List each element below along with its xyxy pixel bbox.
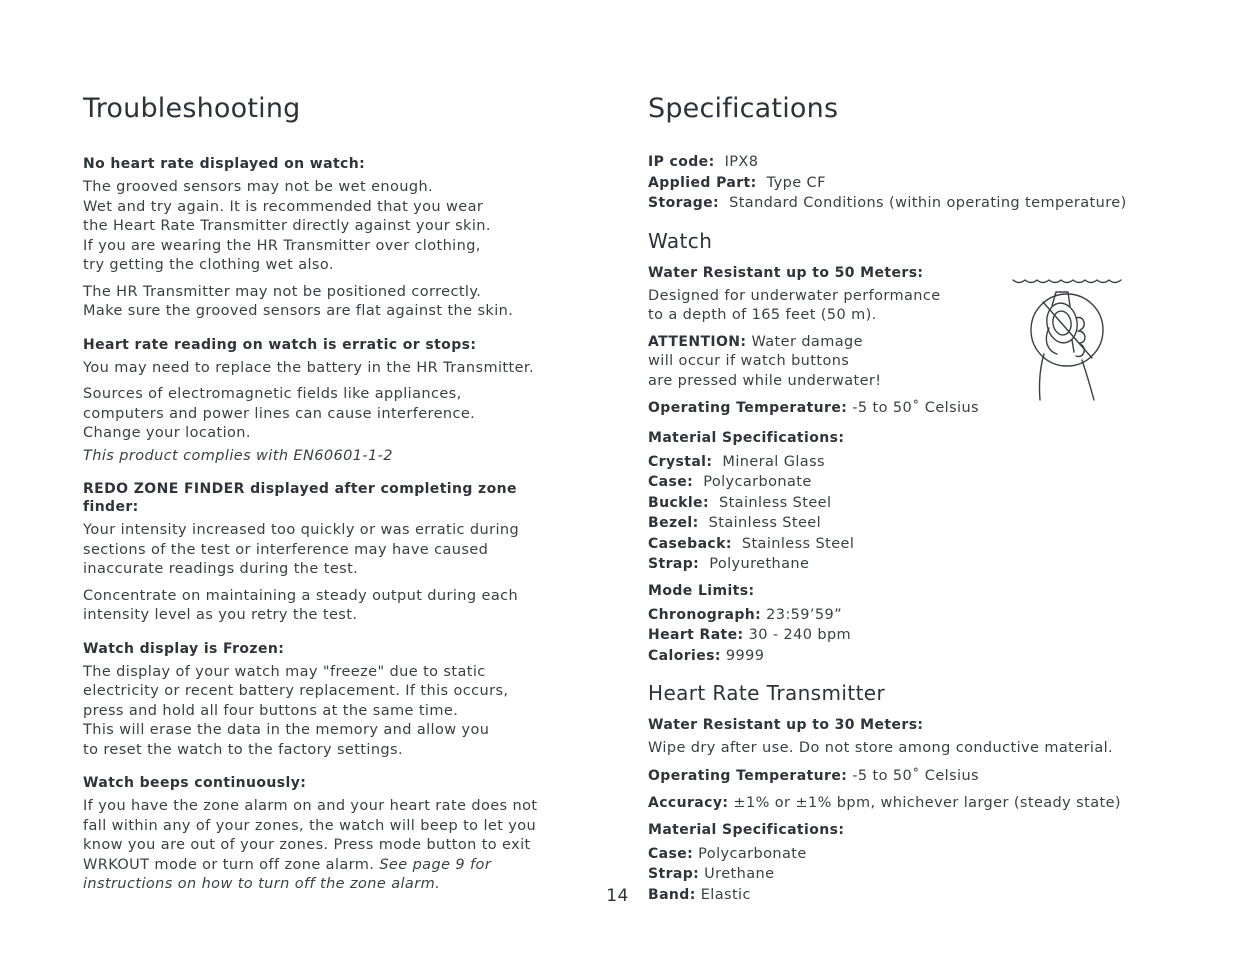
spec-bezel: Bezel: Stainless Steel (648, 515, 822, 531)
hrt-water-heading: Water Resistant up to 30 Meters: (648, 717, 924, 733)
compliance-note: This product complies with EN60601-1-2 (83, 447, 393, 464)
faq-question: Watch beeps continuously: (83, 775, 307, 791)
spec-heart-rate: Heart Rate: 30 - 240 bpm (648, 627, 852, 643)
no-button-press-underwater-icon (1010, 268, 1126, 404)
hrt-material-heading: Material Specifications: (648, 821, 845, 838)
attention-note: ATTENTION: Water damage will occur if watch buttons are pressed while underwater! (648, 333, 882, 389)
watch-water-text: Designed for underwater performance to a depth of 165 feet (50 m). (648, 287, 941, 323)
watch-operating-temperature: Operating Temperature: -5 to 50˚ Celsius (648, 400, 979, 416)
faq-display-frozen (83, 640, 573, 761)
spec-strap: Strap: Polyurethane (648, 556, 810, 572)
spec-chronograph: Chronograph: 23:59’59” (648, 606, 843, 623)
troubleshooting-column (83, 92, 573, 909)
hrt-accuracy: Accuracy: ±1% or ±1% bpm, whichever larger (steady state) (648, 795, 1121, 811)
faq-erratic-reading (83, 336, 573, 467)
spec-hrt-case: Case: Polycarbonate (648, 845, 807, 862)
spec-caseback: Caseback: Stainless Steel (648, 535, 855, 552)
mode-limits-heading: Mode Limits: (648, 582, 755, 599)
spec-hrt-band: Band: Elastic (648, 886, 751, 903)
spec-calories: Calories: 9999 (648, 647, 765, 664)
general-specs (648, 152, 1218, 214)
faq-answer: The HR Transmitter may not be positioned correctly. Make sure the grooved sensors are flat against the skin. (83, 283, 514, 319)
faq-answer (83, 797, 573, 895)
spec-storage: Storage: Standard Conditions (within operating temperature) (648, 195, 1127, 211)
faq-no-heart-rate (83, 155, 573, 322)
watch-materials-list (648, 452, 1218, 575)
faq-redo-zone-finder (83, 480, 573, 626)
spec-crystal: Crystal: Mineral Glass (648, 453, 825, 470)
hrt-operating-temperature: Operating Temperature: -5 to 50˚ Celsius (648, 767, 979, 784)
faq-answer: Concentrate on maintaining a steady output during each intensity level as you retry the test. (83, 587, 519, 623)
specifications-column (648, 92, 1218, 905)
faq-question: REDO ZONE FINDER displayed after completing zone finder: (83, 481, 517, 515)
spec-ip-code: IP code: IPX8 (648, 154, 759, 170)
watch-material-heading: Material Specifications: (648, 429, 845, 446)
faq-question: Watch display is Frozen: (83, 640, 285, 657)
faq-answer: You may need to replace the battery in the HR Transmitter. (83, 359, 534, 376)
spec-applied-part: Applied Part: Type CF (648, 174, 826, 191)
page-number: 14 (606, 886, 629, 906)
faq-answer: Sources of electromagnetic fields like appliances, computers and power lines can cause interference. Change your location. (83, 386, 476, 441)
mode-limits-list (648, 605, 1218, 667)
watch-heading: Watch (648, 228, 713, 253)
faq-question: No heart rate displayed on watch: (83, 156, 366, 172)
hrt-heading: Heart Rate Transmitter (648, 681, 886, 705)
troubleshooting-title: Troubleshooting (83, 93, 301, 124)
watch-water-heading: Water Resistant up to 50 Meters: (648, 264, 924, 281)
faq-answer-text: If you have the zone alarm on and your heart rate does not fall within any of your zones, the watch will beep to let you know you are out of your zones. Press mode button to exit WRKOUT mode or turn off zone alarm. (83, 798, 538, 873)
hrt-water-text: Wipe dry after use. Do not store among conductive material. (648, 740, 1114, 756)
faq-question: Heart rate reading on watch is erratic or stops: (83, 336, 477, 353)
spec-buckle: Buckle: Stainless Steel (648, 494, 832, 511)
page-reference: See page 9 for instructions on how to turn off the zone alarm. (83, 856, 492, 892)
specifications-title: Specifications (648, 93, 839, 124)
spec-hrt-strap: Strap: Urethane (648, 866, 775, 882)
faq-answer: The display of your watch may "freeze" due to static electricity or recent battery replacement. If this occurs, press and hold all four buttons at the same time. This will erase the data in the memory and allow you to reset the watch to the factory settings. (83, 663, 509, 758)
spec-case: Case: Polycarbonate (648, 474, 812, 490)
faq-answer: The grooved sensors may not be wet enough. Wet and try again. It is recommended that you wear the Heart Rate Transmitter directly against your skin. If you are wearing the HR Transmitter over clothing, try getting the clothing wet also. (83, 179, 491, 273)
faq-beeps-continuously (83, 774, 573, 895)
faq-answer: Your intensity increased too quickly or was erratic during sections of the test or interference may have caused inaccurate readings during the test. (83, 522, 520, 577)
